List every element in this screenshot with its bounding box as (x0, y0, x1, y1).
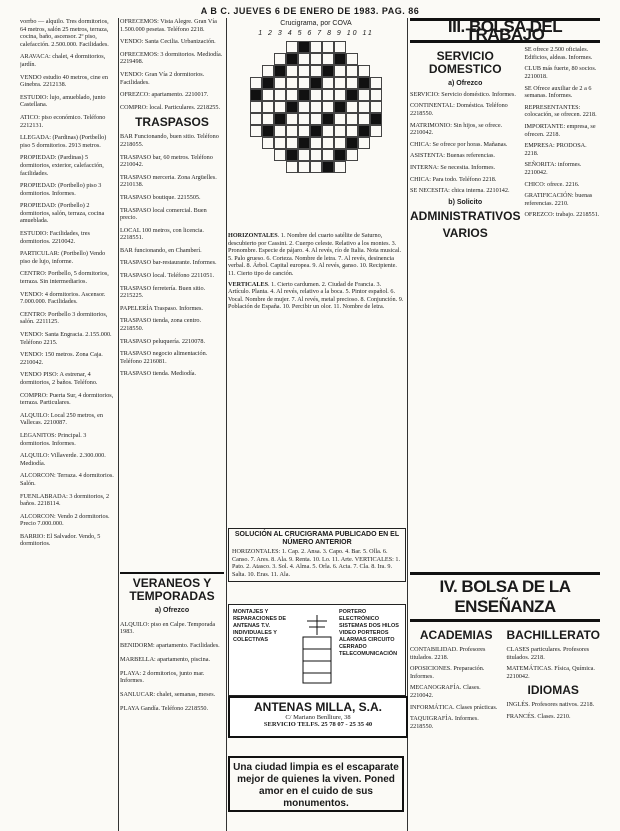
crossword-cell (298, 41, 310, 53)
classified-ad: BARRIO: El Salvador. Vendo, 5 dormitorios. (20, 532, 101, 548)
crossword-cell (370, 89, 382, 101)
antenas-ad (228, 604, 406, 696)
crossword-cell (358, 161, 370, 173)
classified-ad: ALQUILO: piso en Calpe. Temporada 1983. (120, 620, 216, 636)
column-divider (118, 18, 119, 831)
crossword-cell (334, 149, 346, 161)
crossword-cell (370, 113, 382, 125)
crossword-cell (310, 113, 322, 125)
crossword-cell (346, 77, 358, 89)
crossword-cell (358, 65, 370, 77)
crossword-cell (262, 137, 274, 149)
crossword-cell (358, 113, 370, 125)
crossword-cell (274, 89, 286, 101)
classified-ad: TRASPASO bar-restaurante. Informes. (120, 259, 217, 267)
classified-ad: CHICO: ofrece. 2216. (524, 180, 580, 188)
classified-ad: TRASPASO merceria. Zona Argüelles. 2210138. (120, 173, 217, 189)
classified-ad: ALQUILO: Villaverde. 2.300.000. Mediodía. (20, 452, 106, 467)
crossword-cell (310, 65, 322, 77)
crossword-cell (358, 137, 370, 149)
crossword-cell (310, 161, 322, 173)
classified-ad: BAR Funcionando, buen sitio. Teléfono 2218055. (120, 133, 219, 148)
bolsa-trabajo-banner: III. BOLSA DEL TRABAJO (410, 18, 600, 43)
crossword-title: Crucigrama, por COVA (280, 20, 352, 27)
veraneos-sub: a) Ofrezco (154, 607, 190, 614)
crossword-cell (322, 65, 334, 77)
column-divider (226, 18, 227, 831)
classified-ad: SE Ofrece auxiliar de 2 a 6 semanas. Informes. (524, 84, 592, 100)
classified-ad: ARAVACA: chalet, 4 dormitorios, jardín. (20, 53, 106, 68)
classified-ad: ALQUILO: Local 250 metros, en Vallecas. 2210087. (20, 411, 103, 427)
classified-ad: OFREZCO: apartamento. 2210017. (120, 91, 209, 99)
classified-ad: ESTUDIO: lujo, amueblado, junto Castellana. (20, 93, 106, 109)
crossword-cell (286, 125, 298, 137)
crossword-cell (346, 149, 358, 161)
crossword-cell (358, 89, 370, 101)
crossword-cell (358, 149, 370, 161)
classified-ad: TRASPASO negocio alimentación. Teléfono 2216081. (120, 350, 208, 365)
traspasos-title: TRASPASOS (135, 115, 209, 130)
crossword-cell (274, 137, 286, 149)
crossword-cell (310, 137, 322, 149)
classified-ad: PLAYA Gandía. Teléfono 2218550. (120, 704, 209, 712)
admin-title: ADMINISTRATIVOS (410, 209, 521, 224)
building-icon (297, 615, 337, 685)
classified-ad: OFRECEMOS: Vista Alegre. Gran Vía 1.500.000 pesetas. Teléfono 2218. (120, 18, 217, 33)
classified-ad: SE ofrece 2.500 oficiales. Edificios, aldeas. Informes. (524, 46, 593, 61)
crossword-cell (334, 89, 346, 101)
crossword-cell (370, 77, 382, 89)
crossword-cell (262, 149, 274, 161)
crossword-cell (346, 125, 358, 137)
crossword-cell (370, 161, 382, 173)
crossword-cell (322, 125, 334, 137)
crossword-cell (286, 77, 298, 89)
crossword-clues: HORIZONTALES. 1. Nombre del cuarto satélite de Saturno, descubierto por Cassini. 2. Cuerpo celeste. Relativo a los montes. 3. Pronombre. Especie de pájaro. 4. Al revés, río de Italia. Nota musical. 5. Palo grueso. 6. Corteza. Nombre de letra. 7. Al revés, desinencia verbal. 8. Árbol. Capital europea. 9. Al revés, ganso. 10. Recipiente. 11. Cierto tipo de canción. VERTICALES. 1. Cierto cardumen. 2. Ciudad de Francia. 3. Artículo. Planta. 4. Al revés, relativo a la boca. 5. Pintor español. 6. Vocal. Nombre de mujer. 7. Al revés, metal precioso. 8. Conjunción. 9. Población de España. 10. Percibir un olor. 11. Nombre de letra. (228, 232, 404, 311)
crossword-cell (322, 113, 334, 125)
crossword-cell (322, 137, 334, 149)
crossword-cell (310, 125, 322, 137)
antenas-ad-right: PORTERO ELECTRÓNICO SISTEMAS DOS HILOS VIDEO PORTEROS ALARMAS CIRCUITO CERRADO TELECOMUNICACIÓN (339, 609, 399, 657)
crossword-cell (358, 125, 370, 137)
crossword-cell (370, 65, 382, 77)
crossword-cell (286, 89, 298, 101)
classified-ad: LOCAL 100 metros, con licencia. 2218551. (120, 226, 204, 242)
crossword-cell (310, 149, 322, 161)
classified-ad: MATRIMONIO: Sin hijos, se ofrece. 2210042. (410, 121, 503, 137)
bolsa-trabajo-section (410, 18, 600, 244)
classified-ad: FUENLABRADA: 3 dormitorios, 2 baños. 2218114. (20, 492, 110, 508)
crossword-cell (298, 137, 310, 149)
crossword-cell (334, 161, 346, 173)
crossword-cell (298, 161, 310, 173)
classified-ad: SANLUCAR: chalet, semanas, meses. (120, 691, 216, 699)
classified-ad: VENDO: Santa Engracia. 2.155.000. Teléfono 2215. (20, 331, 112, 346)
classified-ad: TRASPASO tienda, zona centro. 2218550. (120, 317, 202, 333)
classified-ad: OFREZCO: trabajo. 2218551. (524, 211, 600, 219)
crossword-cell (310, 53, 322, 65)
crossword-cell (250, 89, 262, 101)
crossword-cell (274, 125, 286, 137)
crossword-cell (274, 101, 286, 113)
crossword-cell (298, 125, 310, 137)
crossword-cell (298, 65, 310, 77)
classified-ad: SEÑORITA: informes. 2210042. (524, 161, 582, 176)
crossword-cell (370, 149, 382, 161)
classified-ad: INGLÉS. Profesores nativos. 2218. (506, 701, 595, 709)
classified-ad: MATEMÁTICAS. Física, Química. 2210042. (506, 665, 595, 680)
crossword-cell (298, 53, 310, 65)
classified-ad: INFORMÁTICA. Clases prácticas. (410, 703, 498, 711)
classified-ad: SERVICIO: Servicio doméstico. Informes. (410, 90, 516, 98)
crossword-cell (250, 101, 262, 113)
crossword-cell (322, 101, 334, 113)
classified-ad: CLASES particulares. Profesores titulados. 2218. (506, 646, 590, 661)
antenas-ad-left: MONTAJES Y REPARACIONES DE ANTENAS T.V. INDIVIDUALES Y COLECTIVAS (233, 609, 287, 643)
crossword-cell (334, 77, 346, 89)
crossword-cell (322, 77, 334, 89)
crossword-cell (310, 101, 322, 113)
crossword-cell (298, 77, 310, 89)
classified-ad: TRASPASO boutique. 2215505. (120, 193, 201, 201)
crossword-cell (274, 77, 286, 89)
crossword-cell (286, 65, 298, 77)
classified-ad: PLAYA: 2 dormitorios, junto mar. Informes. (120, 669, 205, 685)
crossword-cell (346, 161, 358, 173)
horizontal-clues: 1. Nombre del cuarto satélite de Saturno, descubierto por Cassini. 2. Cuerpo celeste. Relativo a los montes. 3. Pronombre. Especie de pájaro. 4. Al revés, río de Italia. Nota musical. 5. Palo grueso. 6. Corteza. Nombre de letra. 7. Al revés, desinencia verbal. 8. Árbol. Capital europea. 9. Al revés, ganso. 10. Recipiente. 11. Cierto tipo de canción. (228, 232, 402, 277)
crossword-cell (334, 113, 346, 125)
crossword-cell (322, 149, 334, 161)
idiomas-title: IDIOMAS (527, 683, 579, 698)
classified-ad: FRANCÉS. Clases. 2210. (506, 712, 571, 720)
crossword-cell (250, 77, 262, 89)
crossword-cell (358, 53, 370, 65)
veraneos-section (120, 568, 224, 719)
crossword-cell (322, 89, 334, 101)
crossword-cell (358, 101, 370, 113)
classified-ad: LEGANITOS: Principal. 3 dormitorios. Informes. (20, 431, 87, 447)
classified-ad: INTERNA: Se necesita. Informes. (410, 163, 496, 171)
classified-ad: PROPIEDAD: (Portbello) 2 dormitorios, salón, terraza, cocina amueblada. (20, 202, 105, 225)
classified-ad: COMPRO: local. Particulares. 2218255. (120, 103, 221, 111)
classifieds-column-2 (120, 18, 224, 548)
varios-title: VARIOS (442, 226, 488, 241)
milla-name: ANTENAS MILLA, S.A. (254, 700, 382, 714)
classified-ad: VENDO: 4 dormitorios. Ascensor. 7.000.000. Facilidades. (20, 290, 106, 306)
classified-ad: VENDO: 150 metros. Zona Caja. 2210042. (20, 351, 103, 366)
crossword-cell (250, 41, 262, 53)
crossword-cell (370, 137, 382, 149)
milla-address: C/ Mariano Benlliure, 38 (285, 714, 351, 721)
bachillerato-title: BACHILLERATO (506, 628, 600, 642)
crossword-cell (286, 101, 298, 113)
classified-ad: VENDO estudio 40 metros, cine en Ginebra. 2212138. (20, 73, 108, 89)
crossword-section (228, 18, 404, 177)
crossword-cell (298, 149, 310, 161)
crossword-cell (346, 53, 358, 65)
classified-ad: ASISTENTA: Buenas referencias. (410, 152, 495, 160)
classified-ad: ESTUDIO: Facilidades, tres dormitorios. 2210042. (20, 230, 90, 245)
classified-ad: TAQUIGRAFÍA. Informes. 2218550. (410, 715, 479, 730)
crossword-cell (346, 137, 358, 149)
crossword-cell (250, 137, 262, 149)
crossword-cell (346, 41, 358, 53)
classified-ad: IMPORTANTE: empresa, se ofrecen. 2218. (524, 122, 596, 138)
classified-ad: VENDO: Santa Cecilia. Urbanización. (120, 38, 216, 46)
classified-ad: vorrbo — alquilo. Tres dormitorios, 64 metros, salón 25 metros, terraza, cocina, baño, ascensor. 2º piso, calefacción. 2.500.000. Facilidades. (20, 18, 109, 48)
crossword-cell (262, 41, 274, 53)
classified-ad: TRASPASO tienda. Mediodía. (120, 370, 197, 378)
classified-ad: VENDO: Gran Vía 2 dormitorios. Facilidades. (120, 70, 205, 86)
solution-text: HORIZONTALES: 1. Cap. 2. Ansa. 3. Capo. 4. Bar. 5. Olla. 6. Canso. 7. Ares. 8. Ala. 9. Renta. 10. Lo. 11. Arte. VERTICALES: 1. Pato. 2. Atasco. 3. Sol. 4. Alma. 5. Orla. 6. Acta. 7. Cla. 8. Ira. 9. Salta. 10. Eras. 11. Ala. (232, 548, 401, 578)
crossword-cell (262, 65, 274, 77)
crossword-cell (298, 101, 310, 113)
crossword-cell (286, 41, 298, 53)
crossword-cell (250, 149, 262, 161)
classified-ad: PROPIEDAD: (Pardinas) 5 dormitorios, exterior, calefacción, facilidades. (20, 154, 104, 177)
crossword-cell (262, 89, 274, 101)
classified-ad: MARBELLA: apartamento, piscina. (120, 655, 211, 663)
classified-ad: CHICA: Para todo. Teléfono 2218. (410, 175, 497, 183)
crossword-cell (346, 89, 358, 101)
ofrezco-sub: a) Ofrezco (448, 80, 483, 88)
crossword-cell (358, 77, 370, 89)
crossword-cell (334, 137, 346, 149)
crossword-cell (322, 41, 334, 53)
crossword-cell (274, 41, 286, 53)
crossword-numbers: 1 2 3 4 5 6 7 8 9 10 11 (258, 29, 374, 37)
classified-ad: ATICO: piso económico. Teléfono 2212131. (20, 113, 106, 129)
classified-ad: TRASPASO bar, 60 metros. Teléfono 2210042. (120, 153, 213, 169)
classified-ad: ALCORCON: Vendo 2 dormitorios. Precio 7.000.000. (20, 512, 110, 528)
crossword-cell (262, 77, 274, 89)
crossword-cell (298, 89, 310, 101)
milla-phone: SERVICIO TELFS. 25 78 07 - 25 35 40 (263, 721, 373, 728)
classified-ad: CENTRO: Portbello 3 dormitorios, salón. 2211125. (20, 310, 108, 326)
milla-ad (228, 696, 408, 738)
crossword-cell (370, 41, 382, 53)
crossword-cell (262, 113, 274, 125)
crossword-cell (346, 113, 358, 125)
crossword-cell (286, 53, 298, 65)
crossword-cell (334, 41, 346, 53)
crossword-cell (310, 77, 322, 89)
classified-ad: OPOSICIONES. Preparación. Informes. (410, 665, 485, 680)
crossword-cell (262, 53, 274, 65)
crossword-cell (274, 149, 286, 161)
classified-ad: CONTINENTAL: Doméstica. Teléfono 2218550. (410, 102, 508, 117)
crossword-cell (310, 89, 322, 101)
crossword-cell (286, 149, 298, 161)
classified-ad: CENTRO: Portbello, 5 dormitorios, terraza. Sin intermediarios. (20, 270, 109, 286)
crossword-cell (262, 125, 274, 137)
classified-ad: LLEGADA: (Pardinas) (Portbello) piso 5 dormitorios. 2913 metros. (20, 134, 107, 149)
crossword-solution (228, 528, 406, 582)
crossword-cell (346, 65, 358, 77)
crossword-cell (346, 101, 358, 113)
classified-ad: PROPIEDAD: (Portbello) piso 3 dormitorios. Informes. (20, 182, 102, 197)
crossword-cell (358, 41, 370, 53)
classified-ad: REPRESENTANTES: colocación, se ofrecen. 2218. (524, 103, 597, 119)
crossword-cell (310, 41, 322, 53)
page-header: A B C. JUEVES 6 DE ENERO DE 1983. PAG. 86 (200, 6, 420, 16)
crossword-cell (250, 125, 262, 137)
crossword-cell (286, 161, 298, 173)
veraneos-title: VERANEOS Y TEMPORADAS (120, 572, 224, 603)
classified-ad: BENIDORM: apartamento. Facilidades. (120, 642, 220, 650)
crossword-cell (334, 101, 346, 113)
classified-ad: OFRECEMOS: 3 dormitorios. Mediodía. 2219498. (120, 50, 223, 66)
horizontal-title: HORIZONTALES (228, 232, 278, 239)
classified-ad: CHICA: Se ofrece por horas. Mañanas. (410, 140, 508, 148)
classified-ad: PARTICULAR: (Portbello) Vendo piso de lujo, informe. (20, 250, 106, 265)
crossword-cell (334, 125, 346, 137)
solicito-sub: b) Solicito (448, 198, 483, 206)
crossword-cell (250, 113, 262, 125)
crossword-cell (274, 113, 286, 125)
classified-ad: EMPRESA: PRODOSA. 2218. (524, 142, 587, 157)
classified-ad: SE NECESITA: chica interna. 2210142. (410, 187, 510, 195)
classified-ad: VENDO PISO: A estrenar, 4 dormitorios, 2 baños. Teléfono. (20, 371, 98, 386)
crossword-cell (262, 101, 274, 113)
classified-ad: TRASPASO local comercial. Buen precio. (120, 206, 207, 222)
solution-title: SOLUCIÓN AL CRUCIGRAMA PUBLICADO EN EL NÚMERO ANTERIOR (234, 531, 400, 546)
crossword-cell (250, 65, 262, 77)
classified-ad: TRASPASO local. Teléfono 2211051. (120, 272, 215, 280)
crossword-cell (334, 53, 346, 65)
crossword-cell (286, 113, 298, 125)
crossword-cell (262, 161, 274, 173)
academias-title: ACADEMIAS (419, 628, 493, 642)
classified-ad: CONTABILIDAD. Profesores titulados. 2218. (410, 646, 486, 661)
crossword-cell (274, 161, 286, 173)
crossword-cell (370, 125, 382, 137)
crossword-cell (370, 101, 382, 113)
crossword-cell (322, 53, 334, 65)
crossword-grid (250, 41, 382, 173)
vertical-title: VERTICALES (228, 280, 269, 288)
classified-ad: PAPELERÍA Traspaso. Informes. (120, 304, 203, 312)
bolsa-ensenanza-banner: IV. BOLSA DE LA ENSEÑANZA (410, 572, 600, 622)
classified-ad: BAR funcionando, en Chamberí. (120, 246, 202, 254)
servicio-title: SERVICIO DOMESTICO (428, 49, 502, 77)
classified-ad: TRASPASO peluquería. 2210078. (120, 337, 206, 345)
vertical-clues: 1. Cierto cardumen. 2. Ciudad de Francia. 3. Artículo. Planta. 4. Al revés, relativo a la boca. 5. Pintor español. 6. Vocal. Nombre de mujer. 7. Al revés, metal precioso. 8. Conjunción. 9. Población de España. 10. Percibir un olor. 11. Nombre de letra. (228, 280, 404, 311)
classified-ad: CLUB más fuerte, 80 socios. 2210018. (524, 65, 597, 80)
classified-ad: ALCORCON: Terraza. 4 dormitorios. Salón. (20, 472, 114, 487)
crossword-cell (286, 137, 298, 149)
bolsa-ensenanza-section (410, 572, 600, 734)
crossword-cell (250, 53, 262, 65)
classified-ad: TRASPASO ferretería. Buen sitio. 2215225. (120, 284, 206, 300)
classified-ad: COMPRO: Puerta Sur, 4 dormitorios, terraza. Particulares. (20, 391, 114, 407)
classified-ad: GRATIFICACIÓN: buenas referencias. 2210. (524, 192, 593, 207)
crossword-cell (298, 113, 310, 125)
crossword-cell (322, 161, 334, 173)
crossword-cell (250, 161, 262, 173)
crossword-cell (274, 65, 286, 77)
crossword-cell (370, 53, 382, 65)
crossword-cell (274, 53, 286, 65)
classifieds-column-1 (20, 18, 116, 826)
classified-ad: MECANOGRAFÍA. Clases. 2210042. (410, 684, 481, 699)
crossword-cell (334, 65, 346, 77)
clean-city-ad: Una ciudad limpia es el escaparate mejor de quienes la viven. Poned amor en el cuido de sus monumentos. (228, 756, 404, 812)
